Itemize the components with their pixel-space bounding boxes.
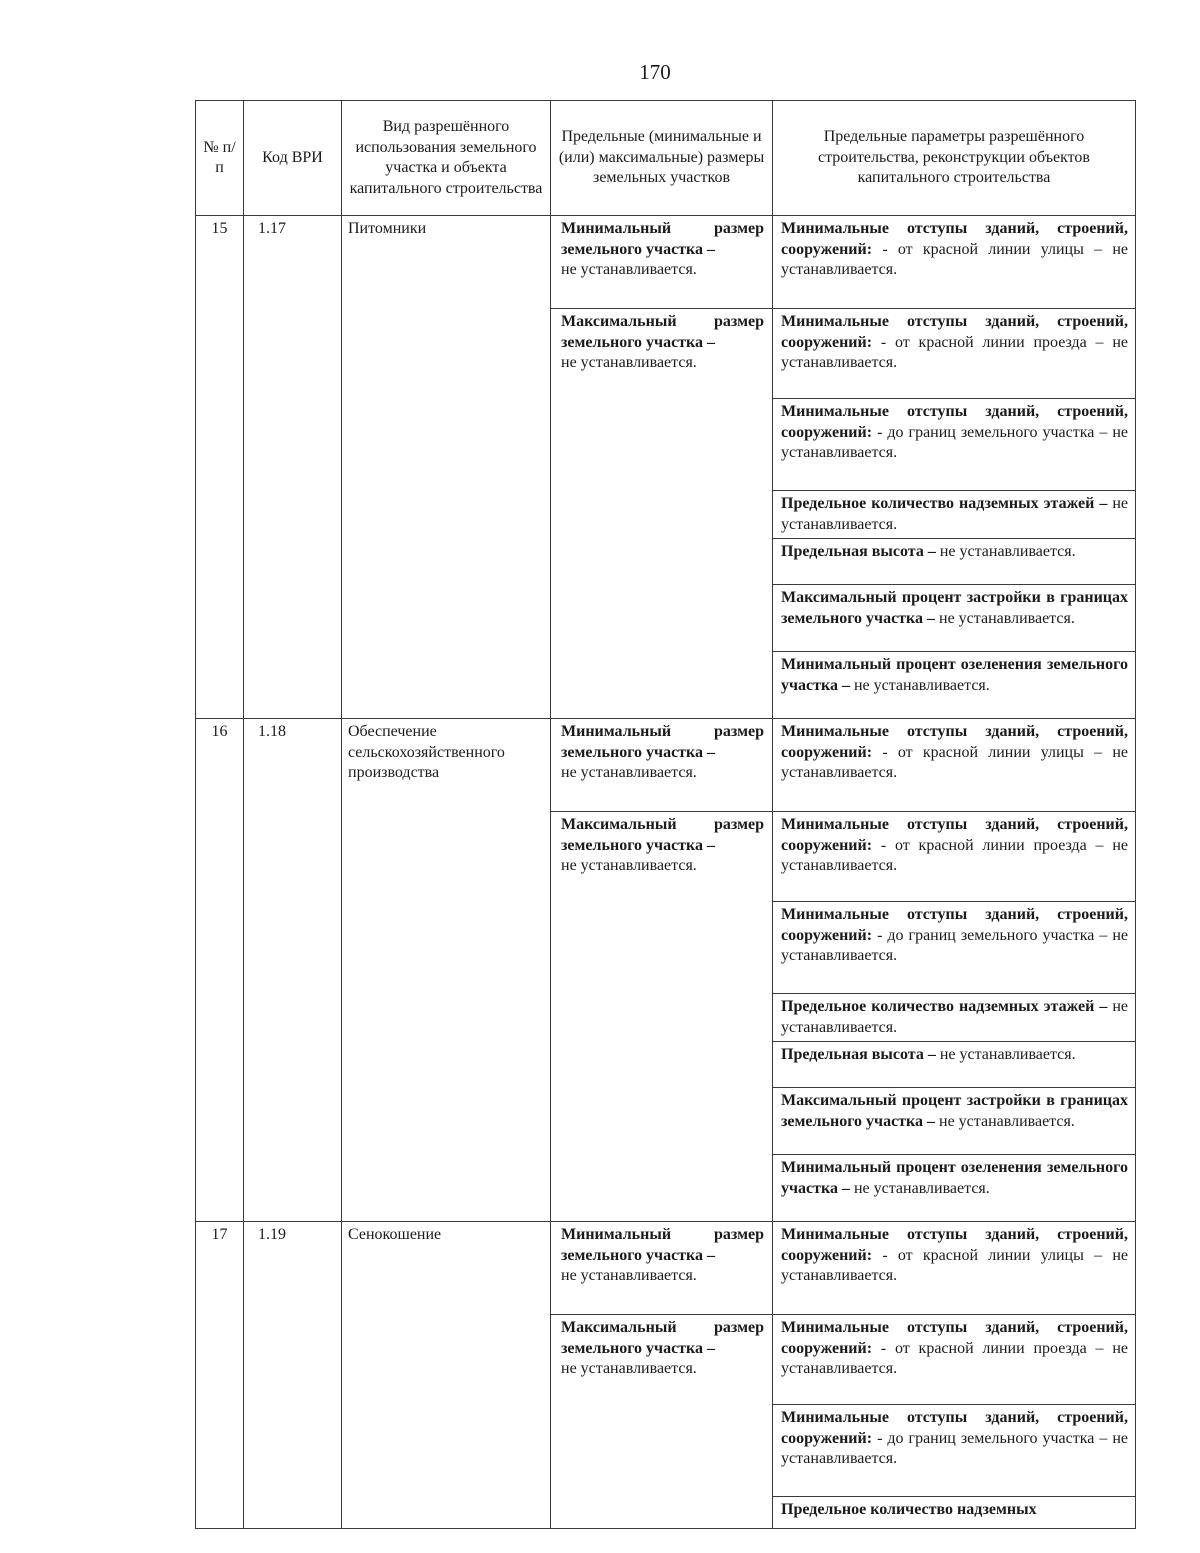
header-number: № п/п	[196, 101, 244, 216]
construction-param	[773, 652, 1136, 719]
vri-name: Обеспечение сельскохозяйственного производства	[342, 719, 551, 1222]
param-label: Минимальные отступы зданий, строений, сооружений:	[781, 220, 1128, 258]
row-number: 17	[196, 1222, 244, 1529]
max-plot-size-value: не устанавливается.	[561, 857, 697, 874]
max-plot-size	[551, 309, 773, 719]
param-value: - от красной линии улицы – не устанавливается.	[781, 743, 1129, 781]
max-plot-size	[551, 812, 773, 1222]
construction-param	[773, 719, 1136, 812]
construction-param	[773, 812, 1136, 902]
construction-param	[773, 1315, 1136, 1405]
max-plot-size-label: Максимальный размер земельного участка –	[561, 1319, 764, 1357]
max-plot-size-label: Максимальный размер земельного участка –	[561, 313, 764, 351]
construction-param	[773, 1222, 1136, 1315]
param-value: - до границ земельного участка – не устанавливается.	[781, 423, 1129, 461]
param-value: - до границ земельного участка – не устанавливается.	[781, 1429, 1129, 1467]
construction-param	[773, 1155, 1136, 1222]
param-label: Минимальные отступы зданий, строений, сооружений:	[781, 1226, 1128, 1264]
min-plot-size-label: Минимальный размер земельного участка –	[561, 723, 764, 761]
param-label: Минимальные отступы зданий, строений, сооружений:	[781, 723, 1128, 761]
min-plot-size	[551, 216, 773, 309]
min-plot-size-value: не устанавливается.	[561, 1267, 697, 1284]
param-label: Минимальные отступы зданий, строений, сооружений:	[781, 403, 1128, 441]
param-value: - от красной линии проезда – не устанавливается.	[781, 1339, 1129, 1377]
param-label: Минимальные отступы зданий, строений, сооружений:	[781, 313, 1128, 351]
param-label: Минимальные отступы зданий, строений, сооружений:	[781, 906, 1128, 944]
param-label: Предельное количество надземных этажей –	[781, 998, 1108, 1015]
param-value: не устанавливается.	[939, 1112, 1075, 1130]
vri-code: 1.19	[244, 1222, 342, 1529]
construction-param	[773, 1042, 1136, 1088]
header-plot-sizes: Предельные (минимальные и (или) максимальные) размеры земельных участков	[551, 101, 773, 216]
max-plot-size-value: не устанавливается.	[561, 1360, 697, 1377]
param-label: Максимальный процент застройки в границах земельного участка –	[781, 589, 1128, 627]
param-value: - от красной линии улицы – не устанавливается.	[781, 240, 1129, 278]
param-value: не устанавливается.	[853, 1179, 990, 1197]
construction-param	[773, 1497, 1136, 1529]
row-number: 15	[196, 216, 244, 719]
construction-param	[773, 994, 1136, 1042]
param-value: не устанавливается.	[781, 998, 1128, 1036]
page-number: 170	[639, 60, 671, 84]
param-label: Минимальные отступы зданий, строений, сооружений:	[781, 1319, 1128, 1357]
param-value: - от красной линии проезда – не устанавливается.	[781, 333, 1129, 371]
construction-param	[773, 1088, 1136, 1155]
param-value: - от красной линии улицы – не устанавливается.	[781, 1246, 1129, 1284]
construction-param	[773, 902, 1136, 994]
header-usage-type: Вид разрешённого использования земельного участка и объекта капитального строительства	[342, 101, 551, 216]
min-plot-size-value: не устанавливается.	[561, 261, 697, 278]
param-label: Минимальные отступы зданий, строений, сооружений:	[781, 816, 1128, 854]
param-value: не устанавливается.	[939, 1046, 1076, 1063]
construction-param	[773, 539, 1136, 585]
construction-param	[773, 585, 1136, 652]
table-header-row	[196, 101, 1136, 216]
param-value: - от красной линии проезда – не устанавливается.	[781, 836, 1129, 874]
vri-code: 1.18	[244, 719, 342, 1222]
construction-param	[773, 491, 1136, 539]
param-label: Предельная высота –	[781, 543, 936, 560]
max-plot-size-value: не устанавливается.	[561, 354, 697, 371]
param-value: - до границ земельного участка – не устанавливается.	[781, 926, 1129, 964]
param-label: Минимальные отступы зданий, строений, сооружений:	[781, 1409, 1128, 1447]
construction-param	[773, 399, 1136, 491]
param-label: Предельная высота –	[781, 1046, 936, 1063]
construction-param	[773, 216, 1136, 309]
min-plot-size-label: Минимальный размер земельного участка –	[561, 1226, 764, 1264]
param-label: Максимальный процент застройки в границах земельного участка –	[781, 1092, 1128, 1130]
table-body	[196, 216, 1136, 1529]
row-number: 16	[196, 719, 244, 1222]
vri-code: 1.17	[244, 216, 342, 719]
construction-param	[773, 1405, 1136, 1497]
param-value: не устанавливается.	[939, 543, 1076, 560]
param-label: Минимальный процент озеленения земельного участка –	[781, 656, 1128, 694]
document-sheet	[195, 100, 1135, 1545]
header-code: Код ВРИ	[244, 101, 342, 216]
param-value: не устанавливается.	[781, 495, 1128, 533]
min-plot-size	[551, 719, 773, 812]
param-label: Минимальный процент озеленения земельного участка –	[781, 1159, 1128, 1197]
max-plot-size-label: Максимальный размер земельного участка –	[561, 816, 764, 854]
vri-name: Питомники	[342, 216, 551, 719]
min-plot-size	[551, 1222, 773, 1315]
construction-param	[773, 309, 1136, 399]
header-construction-params: Предельные параметры разрешённого строительства, реконструкции объектов капитального строительства	[773, 101, 1136, 216]
param-label: Предельное количество надземных этажей –	[781, 495, 1108, 512]
regulations-table	[195, 100, 1136, 1529]
param-value: не устанавливается.	[939, 609, 1075, 627]
table-row	[196, 1222, 1136, 1315]
param-value: не устанавливается.	[853, 676, 990, 694]
param-label: Предельное количество надземных	[781, 1501, 1037, 1518]
table-row	[196, 719, 1136, 812]
min-plot-size-value: не устанавливается.	[561, 764, 697, 781]
min-plot-size-label: Минимальный размер земельного участка –	[561, 220, 764, 258]
max-plot-size	[551, 1315, 773, 1529]
vri-name: Сенокошение	[342, 1222, 551, 1529]
table-row	[196, 216, 1136, 309]
